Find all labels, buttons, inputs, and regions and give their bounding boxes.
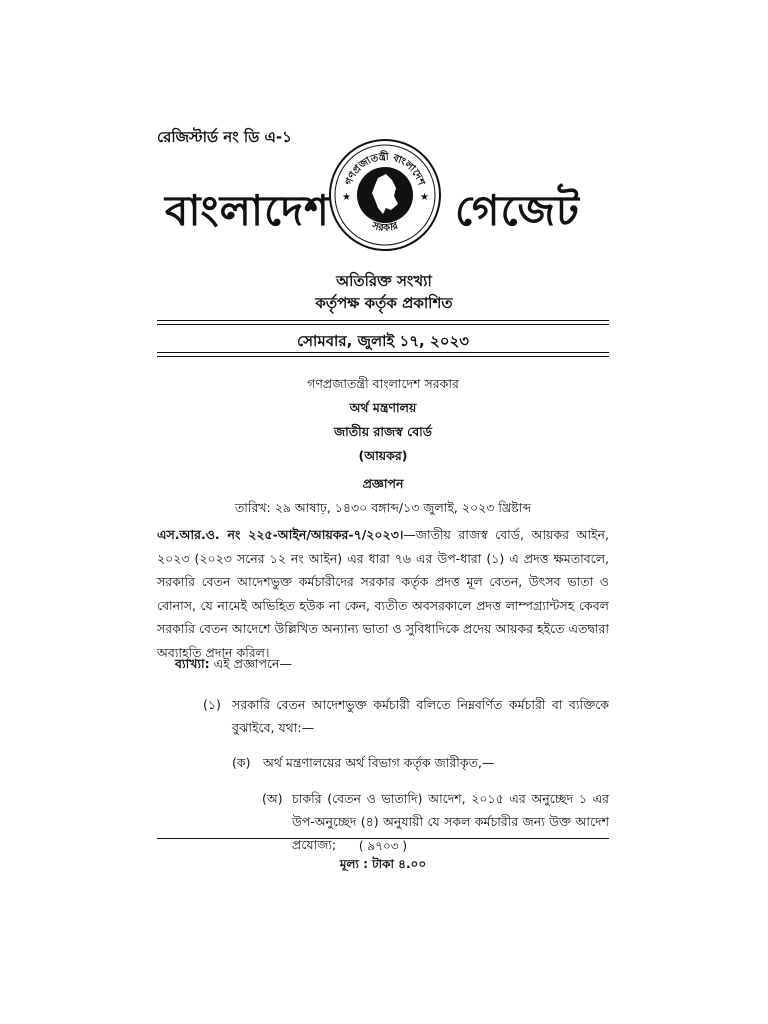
divider <box>157 320 609 321</box>
item-number: (ক) <box>232 755 251 770</box>
item-number: (অ) <box>262 791 283 806</box>
item-text: অর্থ মন্ত্রণালয়ের অর্থ বিভাগ কর্তৃক জারীকৃত,— <box>263 755 495 770</box>
explanation <box>175 656 292 676</box>
government-name: গণপ্রজাতন্ত্রী বাংলাদেশ সরকার <box>307 376 459 391</box>
published-by-label: কর্তৃপক্ষ কর্তৃক প্রকাশিত <box>315 294 453 312</box>
wing-name: (আয়কর) <box>358 448 408 463</box>
svg-text:★: ★ <box>342 192 351 203</box>
seal-bottom-text: সরকার <box>370 220 400 235</box>
registration-number: রেজিস্টার্ড নং ডি এ-১ <box>157 128 292 146</box>
item-text: চাকরি (বেতন ও ভাতাদি) আদেশ, ২০১৫ এর অনুচ্ছেদ ১ এর উপ-অনুচ্ছেদ (৪) অনুযায়ী যে সকল কর্মচারীর জন্য উক্ত আদেশ প্রযোজ্য; <box>292 791 609 852</box>
item-number: (১) <box>203 697 221 712</box>
sro-number: এস.আর.ও. নং ২২৫-আইন/আয়কর-৭/২০২৩। <box>157 527 404 542</box>
document-date: তারিখ: ২৯ আষাঢ়, ১৪৩০ বঙ্গাব্দ/১৩ জুলাই, ২০২৩ খ্রিষ্টাব্দ <box>234 500 532 515</box>
masthead-title-left: বাংলাদেশ <box>165 186 330 235</box>
board-name: জাতীয় রাজস্ব বোর্ড <box>334 424 432 439</box>
gazette-date: সোমবার, জুলাই ১৭, ২০২৩ <box>297 332 469 350</box>
main-paragraph <box>157 523 609 664</box>
main-text: —জাতীয় রাজস্ব বোর্ড, আয়কর আইন, ২০২৩ (২০২৩ সনের ১২ নং আইন) এর ধারা ৭৬ এর উপ-ধারা (১) এ প্রদত্ত ক্ষমতাবলে, সরকারি বেতন আদেশভুক্ত কর্মচারীদের সরকার কর্তৃক প্রদত্ত মূল বেতন, উৎসব ভাতা ও বোনাস, যে নামেই অভিহিত হউক না কেন, ব্যতীত অবসরকালে প্রদত্ত লাম্পগ্র্যান্টসহ কেবল সরকারি বেতন আদেশে উল্লিখিত অন্যান্য ভাতা ও সুবিধাদিকে প্রদেয় আয়কর হইতে এতদ্বারা অব্যাহতি প্রদান করিল। <box>157 527 609 660</box>
document-type: প্রজ্ঞাপন <box>362 476 404 491</box>
ministry-name: অর্থ মন্ত্রণালয় <box>349 400 417 415</box>
page-number: ( ৯৭০৩ ) <box>358 839 408 853</box>
divider <box>157 324 609 325</box>
list-item <box>232 751 609 775</box>
divider <box>157 352 609 353</box>
seal-top-text: গণপ্রজাতন্ত্রী বাংলাদেশ <box>343 151 427 187</box>
extra-issue-label: অতিরিক্ত সংখ্যা <box>336 272 432 290</box>
price-label: মূল্য : টাকা ৪.০০ <box>339 857 427 871</box>
list-item <box>203 693 609 741</box>
government-seal-icon <box>328 138 442 252</box>
item-text: সরকারি বেতন আদেশভুক্ত কর্মচারী বলিতে নিম্নবর্ণিত কর্মচারী বা ব্যক্তিকে বুঝাইবে, যথা:— <box>232 697 609 735</box>
explanation-text: এই প্রজ্ঞাপনে— <box>209 656 293 671</box>
divider <box>157 356 609 357</box>
explanation-label: ব্যাখ্যা: <box>175 656 210 671</box>
svg-text:★: ★ <box>420 192 429 203</box>
masthead-title-right: গেজেট <box>455 186 580 235</box>
